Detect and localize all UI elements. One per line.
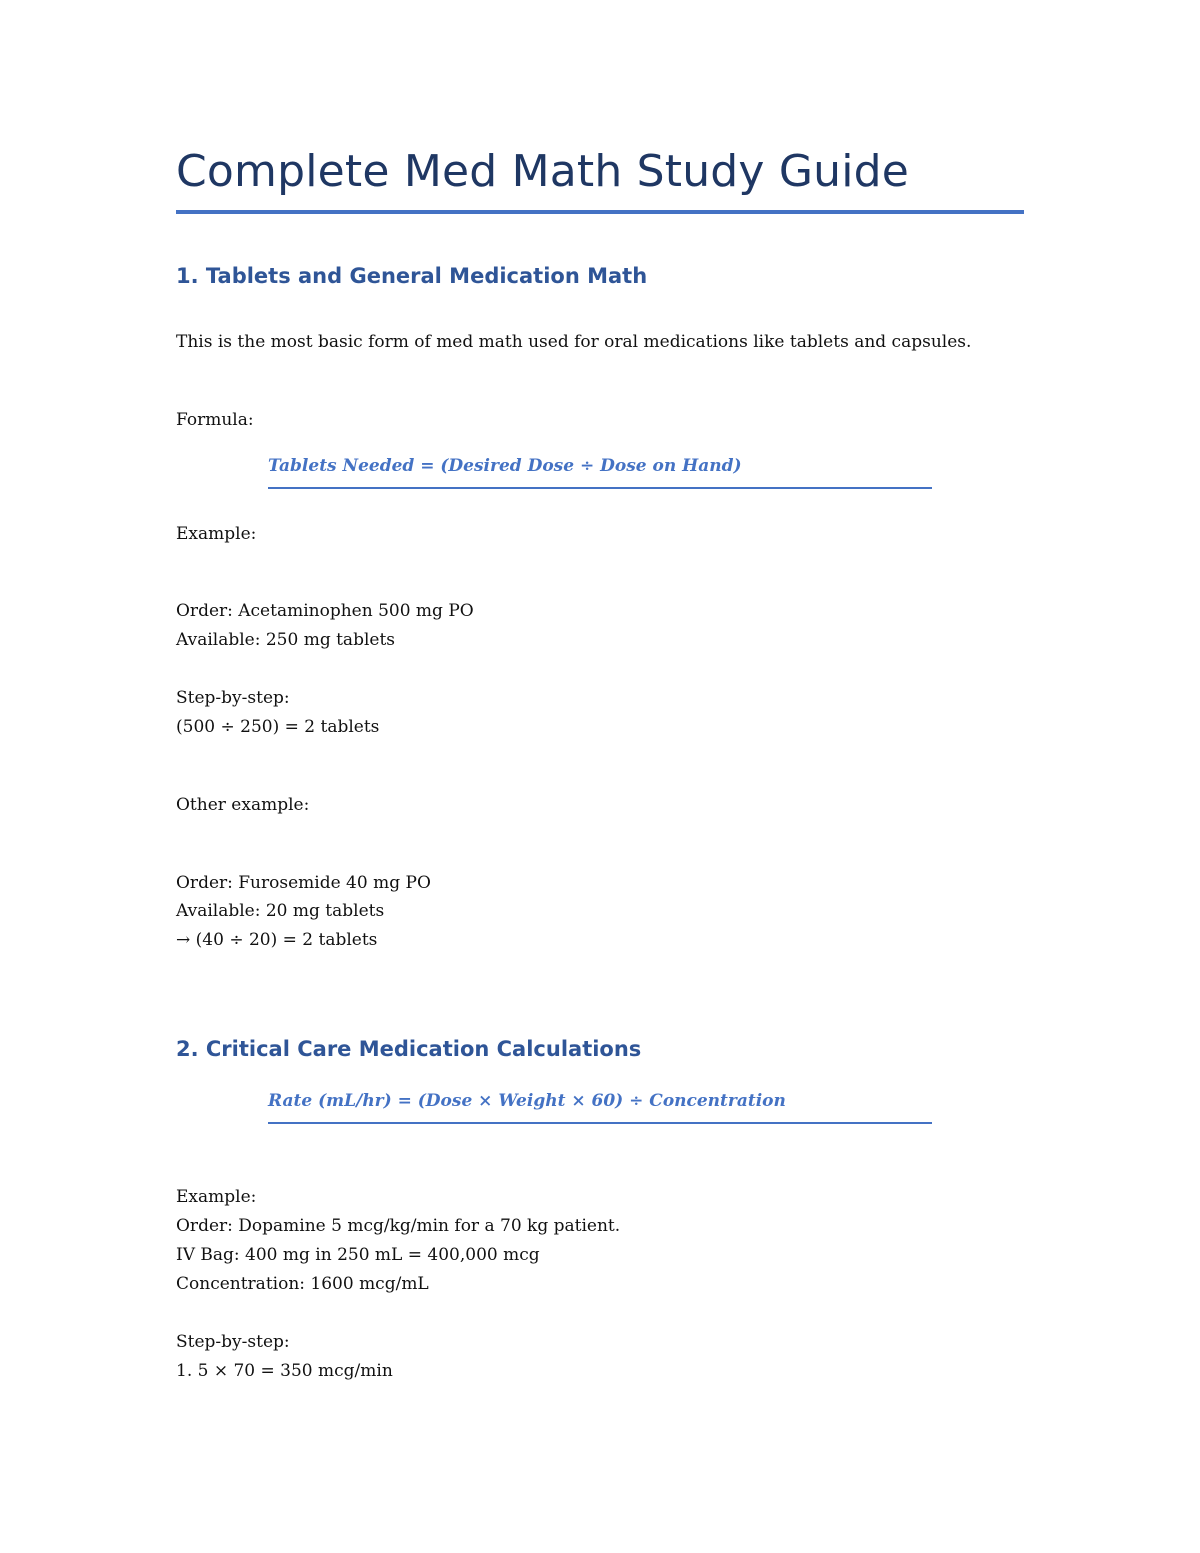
dopamine-order: Order: Dopamine 5 mcg/kg/min for a 70 kg patient. (176, 1216, 621, 1236)
example-1-steps-label: Step-by-step: (176, 688, 290, 708)
concentration: Concentration: 1600 mcg/mL (176, 1274, 429, 1294)
section-1-heading: 1. Tablets and General Medication Math (176, 264, 648, 288)
section-2-example-label: Example: (176, 1187, 257, 1207)
example-1-order: Order: Acetaminophen 500 mg PO (176, 601, 474, 621)
document-title: Complete Med Math Study Guide (176, 146, 910, 197)
section-1-intro: This is the most basic form of med math used for oral medications like tablets and capsules. (176, 332, 972, 352)
tablets-formula: Tablets Needed = (Desired Dose ÷ Dose on Hand) (268, 456, 742, 476)
section-2-steps-label: Step-by-step: (176, 1332, 290, 1352)
title-underline (176, 210, 1024, 214)
rate-formula-underline (268, 1122, 932, 1124)
formula-label: Formula: (176, 410, 254, 430)
rate-formula: Rate (mL/hr) = (Dose × Weight × 60) ÷ Concentration (268, 1091, 786, 1111)
example-label: Example: (176, 524, 257, 544)
tablets-formula-underline (268, 487, 932, 489)
example-2-available: Available: 20 mg tablets (176, 901, 385, 921)
example-2-order: Order: Furosemide 40 mg PO (176, 873, 431, 893)
other-example-label: Other example: (176, 795, 310, 815)
section-2-heading: 2. Critical Care Medication Calculations (176, 1037, 642, 1061)
example-1-available: Available: 250 mg tablets (176, 630, 396, 650)
iv-bag: IV Bag: 400 mg in 250 mL = 400,000 mcg (176, 1245, 540, 1265)
example-1-step: (500 ÷ 250) = 2 tablets (176, 717, 380, 737)
section-2-step-1: 1. 5 × 70 = 350 mcg/min (176, 1361, 393, 1381)
example-2-result: → (40 ÷ 20) = 2 tablets (176, 930, 378, 950)
